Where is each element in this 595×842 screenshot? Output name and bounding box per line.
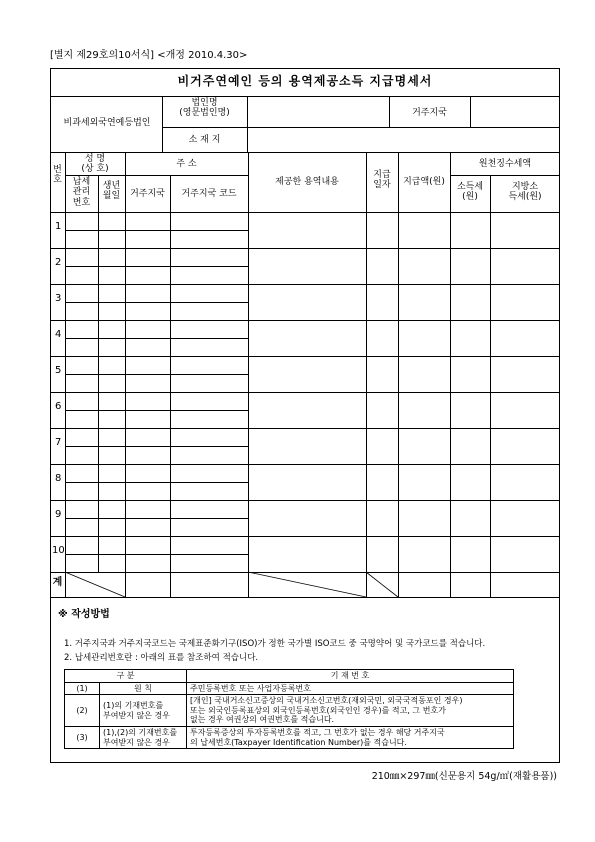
col-local-tax-label: 지방소 득세(원) <box>508 182 542 203</box>
col-paydate-label: 지급 일자 <box>373 170 391 191</box>
col-residence-code-label: 거주지국 코드 <box>181 189 237 199</box>
col-name-label: 성 명 (상 호) <box>81 154 109 175</box>
code-row-value: [개인] 국내거소신고증상의 국내거소신고번호(재외국민, 외국국적동포인 경우) 또는 외국인등록표상의 외국인등록번호(외국인인 경우)를 적고, 그 번호가 없는 경우 여권상의 여권번호를 적습니다. <box>187 695 514 727</box>
code-row-value: 주민등록번호 또는 사업자등록번호 <box>187 682 514 695</box>
paper-size-footer: 210㎜×297㎜(신문용지 54g/㎡(재활용품)) <box>371 771 557 782</box>
col-service-label: 제공한 용역내용 <box>275 177 339 187</box>
code-table-head-kind: 구 분 <box>65 670 187 683</box>
code-row-value: 투자등록증상의 투자등록번호를 적고, 그 번호가 없는 경우 해당 거주지국 의 납세번호(Taxpayer Identification Number)를 적습니다. <box>187 726 514 748</box>
note-item-2: 2. 납세관리번호란 : 아래의 표를 참조하여 적습니다. <box>64 653 259 663</box>
code-row-kind: 원 칙 <box>100 682 187 695</box>
form-title: 비거주연예인 등의 용역제공소득 지급명세서 <box>177 74 433 88</box>
row-number: 10 <box>52 545 65 556</box>
col-income-tax-label: 소득세 (원) <box>456 182 484 203</box>
row-number: 5 <box>55 365 62 376</box>
col-withholding-label: 원천징수세액 <box>478 159 532 169</box>
row-number: 4 <box>55 329 62 340</box>
col-address-label: 주 소 <box>176 159 197 169</box>
corp-label: 비과세외국연예등법인 <box>63 118 151 128</box>
row-number: 2 <box>55 257 62 268</box>
code-row-kind: (1),(2)의 기재번호를 부여받지 않은 경우 <box>100 726 187 748</box>
row-number: 8 <box>55 473 62 484</box>
form-number-note: [별지 제29호의10서식] <개정 2010.4.30> <box>50 50 248 61</box>
col-no-label: 번 호 <box>53 165 62 186</box>
row-number: 3 <box>55 293 62 304</box>
code-row-kind: (1)의 기재번호를 부여받지 않은 경우 <box>100 695 187 727</box>
note-item-1: 1. 거주지국과 거주지국코드는 국제표준화기구(ISO)가 정한 국가별 ISO코드 중 국명약어 및 국가코드를 적습니다. <box>64 639 486 649</box>
col-taxid-label: 납세 관리 번호 <box>72 177 91 208</box>
row-number: 6 <box>55 401 62 412</box>
col-residence-label: 거주지국 <box>130 189 165 199</box>
code-row-no: (3) <box>65 726 100 748</box>
corp-residence-label: 거주지국 <box>412 108 447 118</box>
col-amount-label: 지급액(원) <box>403 177 445 187</box>
row-number: 9 <box>55 509 62 520</box>
corp-name-label: 법인명 (영문법인명) <box>179 98 230 119</box>
total-label: 계 <box>52 577 63 588</box>
code-table-head-value: 기 재 번 호 <box>187 670 514 683</box>
corp-address-label: 소 재 지 <box>188 135 221 145</box>
table-bottom-line <box>50 597 560 598</box>
taxid-code-table <box>64 669 514 749</box>
code-row-no: (2) <box>65 695 100 727</box>
row-number: 1 <box>55 221 62 232</box>
col-birth-label: 생년 월일 <box>102 181 121 202</box>
row-number: 7 <box>55 437 62 448</box>
code-row-no: (1) <box>65 682 100 695</box>
notes-title: ※ 작성방법 <box>58 609 110 620</box>
